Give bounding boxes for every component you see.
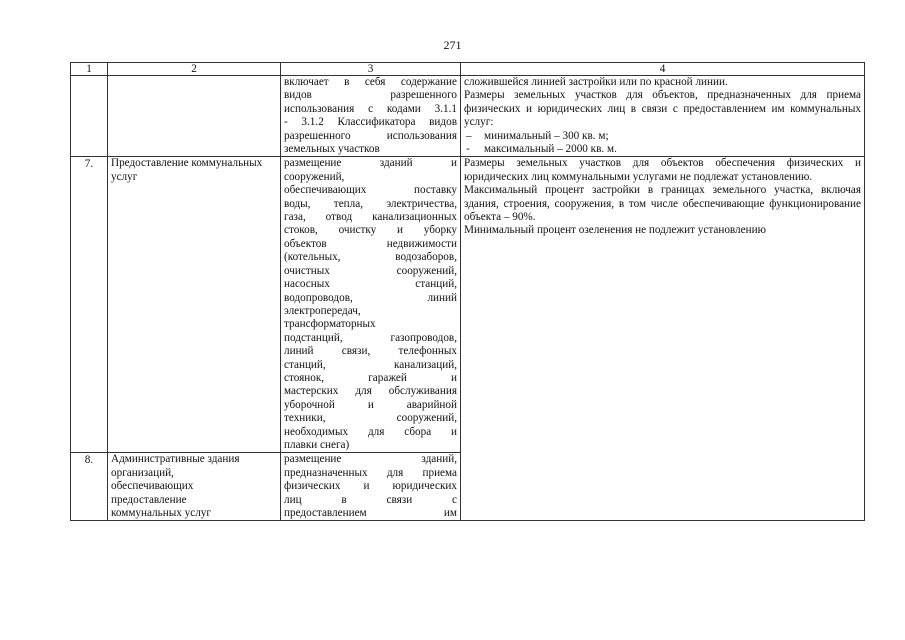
description-line: физических и юридических xyxy=(284,480,457,493)
name-line: коммунальных услуг xyxy=(111,507,211,519)
usage-name-cell xyxy=(108,76,281,157)
name-line: Административные здания xyxy=(111,453,240,466)
description-line: использования с кодами 3.1.1 xyxy=(284,102,457,115)
regulations-table xyxy=(70,62,865,521)
name-line: организаций, xyxy=(111,466,174,479)
table-row-continuation xyxy=(71,76,865,157)
description-line: газа, отвод канализационных xyxy=(284,211,457,224)
bullet-text: максимальный – 2000 кв. м. xyxy=(484,143,617,156)
description-line: обеспечивающих поставку xyxy=(284,184,457,197)
bullet-mark: – xyxy=(466,129,472,142)
description-line: включает в себя содержание xyxy=(284,76,457,88)
column-header-3: 3 xyxy=(281,63,461,76)
parameters-text: Размеры земельных участков для объектов обеспечения физических и юридических лиц коммунальными услугами не подлежат установлению. xyxy=(464,157,861,183)
description-line: очистных сооружений, xyxy=(284,264,457,277)
page-number: 271 xyxy=(443,38,462,52)
usage-description-cell xyxy=(281,157,461,453)
description-line: водопроводов, линий xyxy=(284,291,457,304)
bullet-mark: - xyxy=(466,143,470,156)
bullet-item xyxy=(464,130,861,143)
description-line: предоставлением им xyxy=(284,507,457,519)
description-line: - 3.1.2 Классификатора видов xyxy=(284,116,457,129)
description-line: размещение зданий, xyxy=(284,453,457,466)
description-line: мастерских для обслуживания xyxy=(284,385,457,398)
description-line: объектов недвижимости xyxy=(284,237,457,250)
name-line: обеспечивающих xyxy=(111,480,194,493)
usage-description-cell xyxy=(281,76,461,157)
description-line: лиц в связи с xyxy=(284,493,457,506)
description-line: плавки снега) xyxy=(284,438,350,451)
table-row-7 xyxy=(71,157,865,453)
usage-name-cell xyxy=(108,453,281,521)
parameters-text: Размеры земельных участков для объектов, предназначенных для приема физических и юридических лиц в связи с предоставлением им коммунальных услуг: xyxy=(464,89,861,129)
description-line: видов разрешенного xyxy=(284,89,457,102)
table-header-row xyxy=(71,63,865,76)
description-line: (котельных, водозаборов, xyxy=(284,251,457,264)
column-header-2: 2 xyxy=(108,63,281,76)
parameters-cell xyxy=(461,76,865,157)
parameters-text: Минимальный процент озеленения не подлежит установлению xyxy=(464,224,766,237)
row-number-cell: 7. xyxy=(71,157,108,453)
bullet-text: минимальный – 300 кв. м; xyxy=(484,129,609,142)
parameters-cell xyxy=(461,157,865,521)
description-line: уборочной и аварийной xyxy=(284,398,457,411)
bullet-item xyxy=(464,143,861,156)
column-header-1: 1 xyxy=(71,63,108,76)
column-header-4: 4 xyxy=(461,63,865,76)
description-line: электропередач, xyxy=(284,304,361,317)
usage-description-cell xyxy=(281,453,461,521)
description-line: станций, канализаций, xyxy=(284,358,457,371)
description-line: сооружений, xyxy=(284,170,345,183)
description-line: трансформаторных xyxy=(284,318,376,331)
description-line: предназначенных для приема xyxy=(284,466,457,479)
name-line: предоставление xyxy=(111,493,187,506)
description-line: подстанций, газопроводов, xyxy=(284,331,457,344)
row-number-cell xyxy=(71,76,108,157)
description-line: необходимых для сбора и xyxy=(284,425,457,438)
description-line: размещение зданий и xyxy=(284,157,457,170)
description-line: насосных станций, xyxy=(284,278,457,291)
description-line: стоянок, гаражей и xyxy=(284,371,457,384)
usage-name-cell: Предоставление коммунальных услуг xyxy=(108,157,281,453)
description-line: стоков, очистку и уборку xyxy=(284,224,457,237)
description-line: техники, сооружений, xyxy=(284,412,457,425)
description-line: земельных участков xyxy=(284,143,380,156)
parameters-text: Максимальный процент застройки в границах земельного участка, включая здания, строения, сооружения, в том числе обеспечивающие функционирование объекта – 90%. xyxy=(464,184,861,224)
description-line: воды, тепла, электричества, xyxy=(284,197,457,210)
parameters-text: сложившейся линией застройки или по красной линии. xyxy=(464,76,728,88)
description-line: разрешенного использования xyxy=(284,129,457,142)
row-number-cell: 8. xyxy=(71,453,108,521)
description-line: линий связи, телефонных xyxy=(284,345,457,358)
